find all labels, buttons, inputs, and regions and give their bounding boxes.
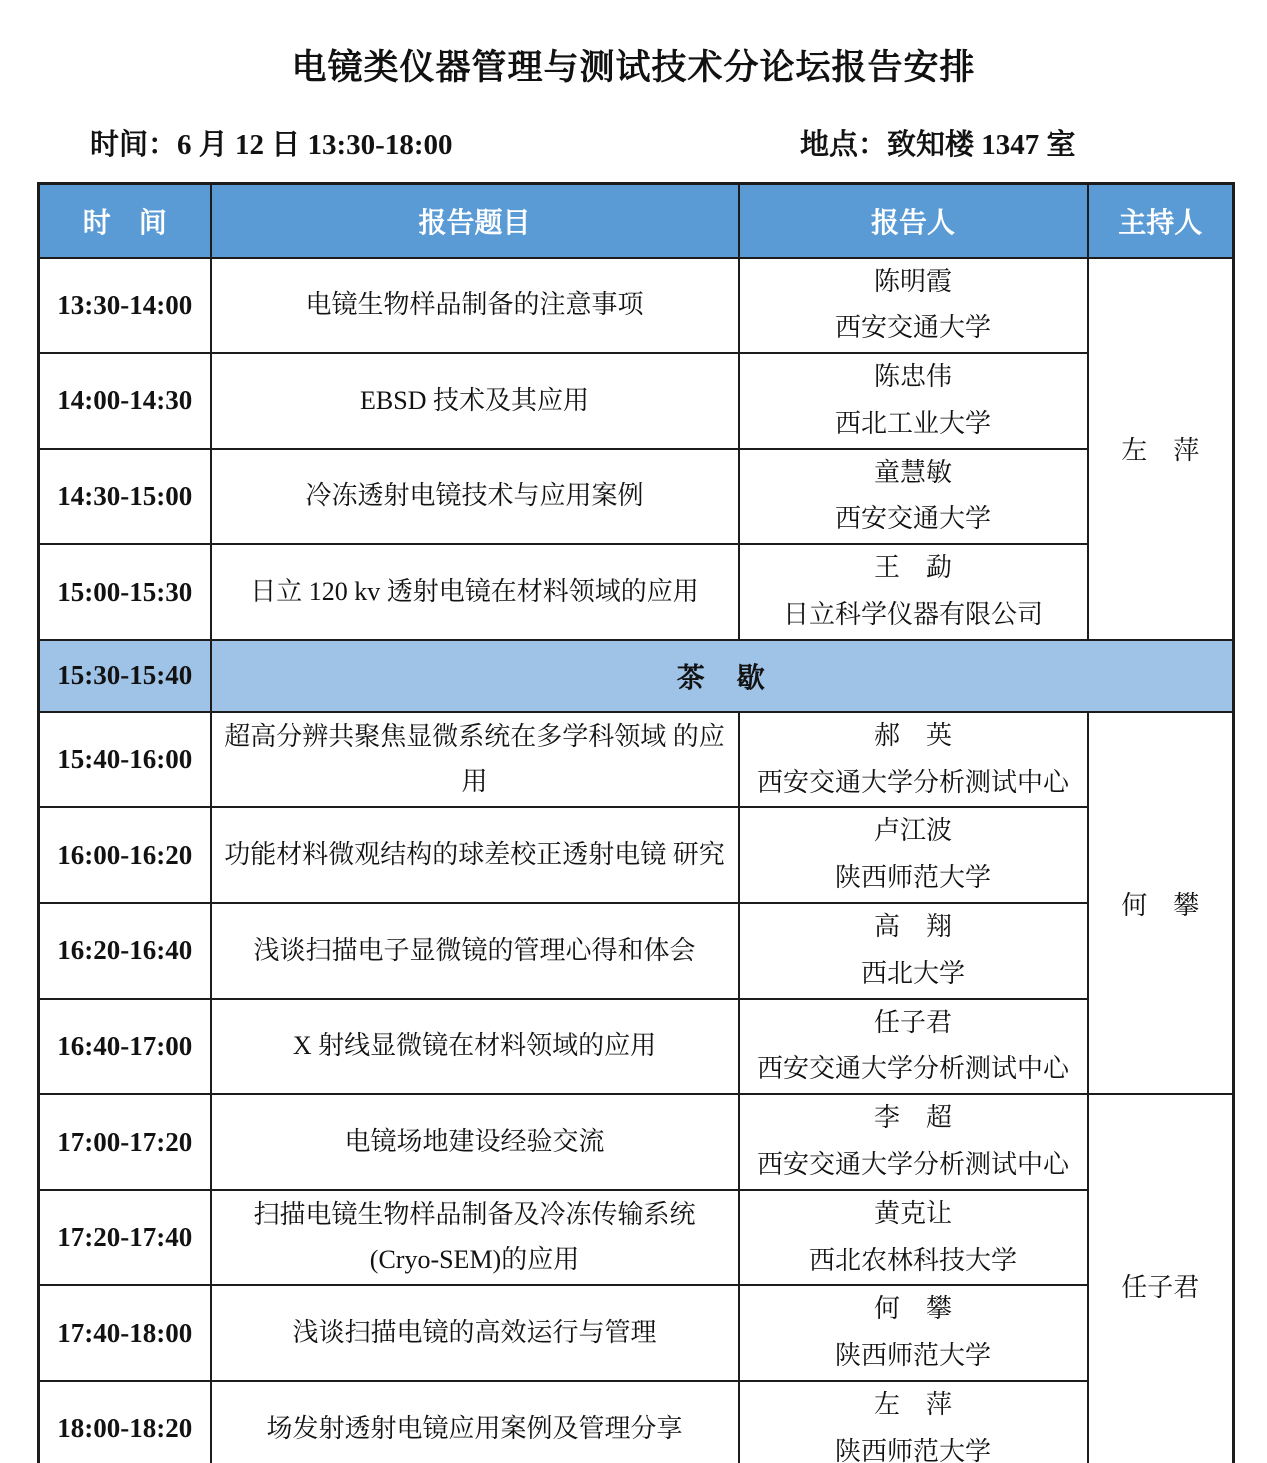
table-row: [39, 258, 1234, 354]
time-cell: 15:30-15:40: [39, 640, 211, 712]
title-cell: X 射线显微镜在材料领域的应用: [211, 999, 739, 1095]
speaker-cell: [739, 903, 1088, 999]
title-cell: 超高分辨共聚焦显微系统在多学科领域 的应用: [211, 712, 739, 808]
speaker-name: 陈忠伟: [873, 362, 952, 392]
col-header-speaker: 报告人: [739, 184, 1088, 258]
speaker-name: 左 萍: [873, 1390, 952, 1420]
schedule-table: [37, 182, 1235, 1463]
time-cell: 17:00-17:20: [39, 1094, 211, 1190]
table-row: [39, 1190, 1234, 1286]
speaker-affiliation: 西安交通大学分析测试中心: [756, 1150, 1069, 1180]
host-cell: 任子君: [1088, 1094, 1234, 1463]
speaker-cell: [739, 544, 1088, 640]
table-row: [39, 712, 1234, 808]
table-row: [39, 353, 1234, 449]
time-cell: 14:00-14:30: [39, 353, 211, 449]
title-cell: 场发射透射电镜应用案例及管理分享: [211, 1381, 739, 1463]
table-row: [39, 449, 1234, 545]
speaker-affiliation: 西安交通大学分析测试中心: [756, 767, 1069, 797]
col-header-title: 报告题目: [211, 184, 739, 258]
speaker-affiliation: 西北工业大学: [834, 408, 991, 438]
speaker-cell: [739, 1190, 1088, 1286]
session-date-time: 时间：6 月 12 日 13:30-18:00: [90, 129, 453, 161]
speaker-cell: [739, 999, 1088, 1095]
speaker-cell: [739, 449, 1088, 545]
speaker-name: 高 翔: [873, 912, 952, 942]
speaker-name: 任子君: [873, 1007, 952, 1037]
speaker-affiliation: 西安交通大学: [834, 313, 991, 343]
title-cell: 浅谈扫描电镜的高效运行与管理: [211, 1285, 739, 1381]
table-row: [39, 1094, 1234, 1190]
title-cell: 扫描电镜生物样品制备及冷冻传输系统 (Cryo-SEM)的应用: [211, 1190, 739, 1286]
table-row: [39, 999, 1234, 1095]
time-cell: 16:20-16:40: [39, 903, 211, 999]
host-cell: 左 萍: [1088, 258, 1234, 640]
speaker-name: 郝 英: [873, 720, 952, 750]
time-cell: 14:30-15:00: [39, 449, 211, 545]
speaker-cell: [739, 353, 1088, 449]
title-cell: 电镜生物样品制备的注意事项: [211, 258, 739, 354]
host-cell: 何 攀: [1088, 712, 1234, 1094]
speaker-cell: [739, 807, 1088, 903]
table-row: [39, 903, 1234, 999]
title-cell: 功能材料微观结构的球差校正透射电镜 研究: [211, 807, 739, 903]
speaker-cell: [739, 258, 1088, 354]
time-cell: 16:40-17:00: [39, 999, 211, 1095]
speaker-affiliation: 陕西师范大学: [834, 1341, 991, 1371]
title-cell: 冷冻透射电镜技术与应用案例: [211, 449, 739, 545]
speaker-affiliation: 西安交通大学: [834, 504, 991, 534]
session-location: 地点：致知楼 1347 室: [800, 129, 1076, 161]
time-cell: 17:20-17:40: [39, 1190, 211, 1286]
speaker-name: 王 勐: [873, 553, 952, 583]
time-cell: 16:00-16:20: [39, 807, 211, 903]
time-cell: 15:00-15:30: [39, 544, 211, 640]
table-row: [39, 1381, 1234, 1463]
title-cell: 日立 120 kv 透射电镜在材料领域的应用: [211, 544, 739, 640]
time-cell: 13:30-14:00: [39, 258, 211, 354]
speaker-cell: [739, 712, 1088, 808]
speaker-affiliation: 西北大学: [860, 958, 965, 988]
speaker-affiliation: 陕西师范大学: [834, 1436, 991, 1463]
info-row: [0, 122, 1267, 164]
speaker-affiliation: 西安交通大学分析测试中心: [756, 1054, 1069, 1084]
speaker-name: 卢江波: [873, 816, 952, 846]
title-cell: 浅谈扫描电子显微镜的管理心得和体会: [211, 903, 739, 999]
tea-break-label: 茶 歇: [211, 640, 1234, 712]
table-row: [39, 544, 1234, 640]
speaker-cell: [739, 1381, 1088, 1463]
speaker-affiliation: 日立科学仪器有限公司: [782, 600, 1043, 630]
speaker-cell: [739, 1094, 1088, 1190]
speaker-affiliation: 陕西师范大学: [834, 863, 991, 893]
time-cell: 17:40-18:00: [39, 1285, 211, 1381]
title-cell: 电镜场地建设经验交流: [211, 1094, 739, 1190]
table-row: [39, 1285, 1234, 1381]
page-title: 电镜类仪器管理与测试技术分论坛报告安排: [291, 48, 976, 87]
table-row: [39, 807, 1234, 903]
speaker-name: 何 攀: [873, 1294, 952, 1324]
time-cell: 18:00-18:20: [39, 1381, 211, 1463]
speaker-name: 陈明霞: [873, 266, 952, 296]
speaker-name: 黄克让: [873, 1198, 952, 1228]
speaker-affiliation: 西北农林科技大学: [808, 1245, 1017, 1275]
col-header-host: 主持人: [1088, 184, 1234, 258]
speaker-name: 童慧敏: [873, 457, 952, 487]
header-row: [39, 184, 1234, 258]
tea-break-row: [39, 640, 1234, 712]
speaker-name: 李 超: [873, 1103, 952, 1133]
speaker-cell: [739, 1285, 1088, 1381]
title-cell: EBSD 技术及其应用: [211, 353, 739, 449]
col-header-time: 时 间: [39, 184, 211, 258]
time-cell: 15:40-16:00: [39, 712, 211, 808]
